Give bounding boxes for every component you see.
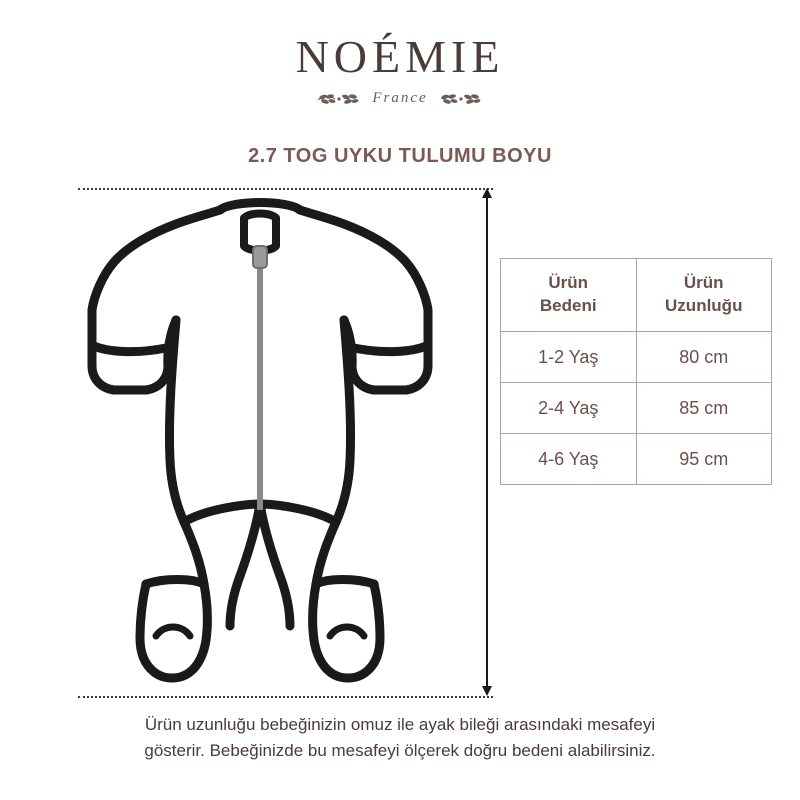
table-header-size [501, 259, 637, 332]
brand-header [0, 31, 800, 107]
table-header-length-line2: Uzunluğu [665, 296, 743, 315]
measurement-note-line2: gösterir. Bebeğinizde bu mesafeyi ölçerek doğru bedeni alabilirsiniz. [144, 741, 656, 761]
cell-size: 1-2 Yaş [501, 332, 637, 383]
size-table [500, 258, 772, 485]
cell-size: 2-4 Yaş [501, 383, 637, 434]
brand-name: NOÉMIE [295, 31, 505, 82]
cell-length: 80 cm [636, 332, 772, 383]
measurement-note [60, 712, 740, 765]
dotted-guide-line-bottom [78, 696, 493, 698]
leaf-flourish-right-icon [438, 92, 484, 106]
table-header-length-line1: Ürün [683, 273, 724, 293]
vertical-double-arrow-icon [480, 188, 494, 696]
page-title: 2.7 TOG UYKU TULUMU BOYU [248, 145, 552, 167]
cell-length: 95 cm [636, 434, 772, 485]
brand-subtitle: France [372, 90, 428, 106]
cell-length: 85 cm [636, 383, 772, 434]
table-header-length [636, 259, 772, 332]
brand-subtitle-row [0, 90, 800, 107]
table-header-size-line1: Ürün [548, 273, 589, 293]
measurement-note-line1: Ürün uzunluğu bebeğinizin omuz ile ayak bileği arasındaki mesafeyi [144, 715, 656, 734]
table-header-size-line2: Bedeni [539, 296, 597, 315]
measurement-diagram [60, 188, 500, 708]
table-row [501, 332, 772, 383]
table-row [501, 434, 772, 485]
dotted-guide-line-top [78, 188, 493, 190]
baby-sleepsuit-outline-icon [80, 192, 440, 692]
table-header-row [501, 259, 772, 332]
leaf-flourish-left-icon [316, 92, 362, 106]
table-row [501, 383, 772, 434]
cell-size: 4-6 Yaş [501, 434, 637, 485]
